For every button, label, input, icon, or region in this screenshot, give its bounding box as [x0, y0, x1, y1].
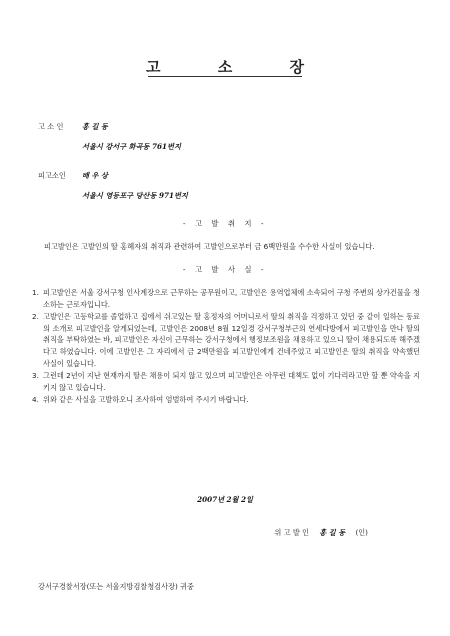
accused-name: 배 우 상 [82, 171, 108, 180]
facts-list [32, 287, 420, 406]
signature-line [274, 528, 368, 538]
facts-item-number: 4. [32, 395, 39, 405]
facts-item [32, 394, 420, 406]
complainant-name: 홍 길 동 [82, 122, 108, 131]
facts-heading: - 고 발 사 실 - [182, 265, 268, 274]
recipient-line: 강서구경찰서장(또는 서울지방검찰청검사장) 귀중 [38, 582, 194, 591]
facts-item [32, 370, 420, 393]
accused-label: 피고소인 [38, 171, 66, 180]
facts-item-number: 1. [32, 288, 39, 297]
facts-item-text: 피고발인은 서울 강서구청 인사계장으로 근무하는 공무원이고, 고발인은 용역업체에 소속되어 구청 주변의 상가건물을 청소하는 근로자입니다. [43, 288, 420, 309]
facts-item [32, 311, 420, 369]
accused-address: 서울시 영등포구 당산동 971번지 [82, 191, 188, 200]
signature-prefix: 위 고 발 인 [274, 528, 309, 537]
facts-item-number: 3. [32, 371, 39, 381]
signature-seal: (인) [355, 528, 368, 537]
signature-name: 홍 길 동 [319, 528, 346, 537]
complainant-address: 서울시 강서구 화곡동 761번지 [82, 142, 181, 151]
facts-item-number: 2. [32, 312, 39, 322]
facts-item-text: 위와 같은 사실을 고발하오니 조사하여 엄벌하여 주시기 바랍니다. [43, 395, 249, 405]
facts-item-text: 그런데 2년이 지난 현재까지 딸은 채용이 되지 않고 있으며 피고발인은 아무런 대책도 없이 기다리라고만 할 뿐 약속을 지키지 않고 있습니다. [43, 371, 420, 392]
purpose-heading: - 고 발 취 지 - [182, 219, 268, 228]
purpose-text: 피고발인은 고발인의 딸 홍혜자의 취직과 관련하여 고발인으로부터 금 6백만원을 수수한 사실이 있습니다. [44, 242, 375, 251]
document-title: 고 소 장 [146, 58, 330, 76]
title-underline [148, 76, 302, 77]
document-date: 2007년 2월 2일 [197, 495, 253, 504]
facts-item-text: 고발인은 고등학교를 졸업하고 집에서 쉬고있는 딸 홍정자의 어머니로서 딸의 취직을 걱정하고 있던 중 같이 일하는 동료의 소개로 피고발인을 알게되었는데, 고발인은 2008년 8월 12일경 강서구청부근의 연세다방에서 피고발인을 만나 딸의 취직을 부탁하였는 바, 피고발인은 자신이 근무하는 강서구청에서 행정보조원을 채용하고 있으니 딸이 채용되도록 해주겠다고 하였습니다. 이에 고발인은 그 자리에서 금 2백만원을 피고발인에게 건네주었고 피고발인은 딸의 취직을 약속했던 사실이 있습니다. [43, 312, 420, 368]
facts-item [32, 287, 420, 310]
complainant-label: 고 소 인 [38, 122, 64, 131]
